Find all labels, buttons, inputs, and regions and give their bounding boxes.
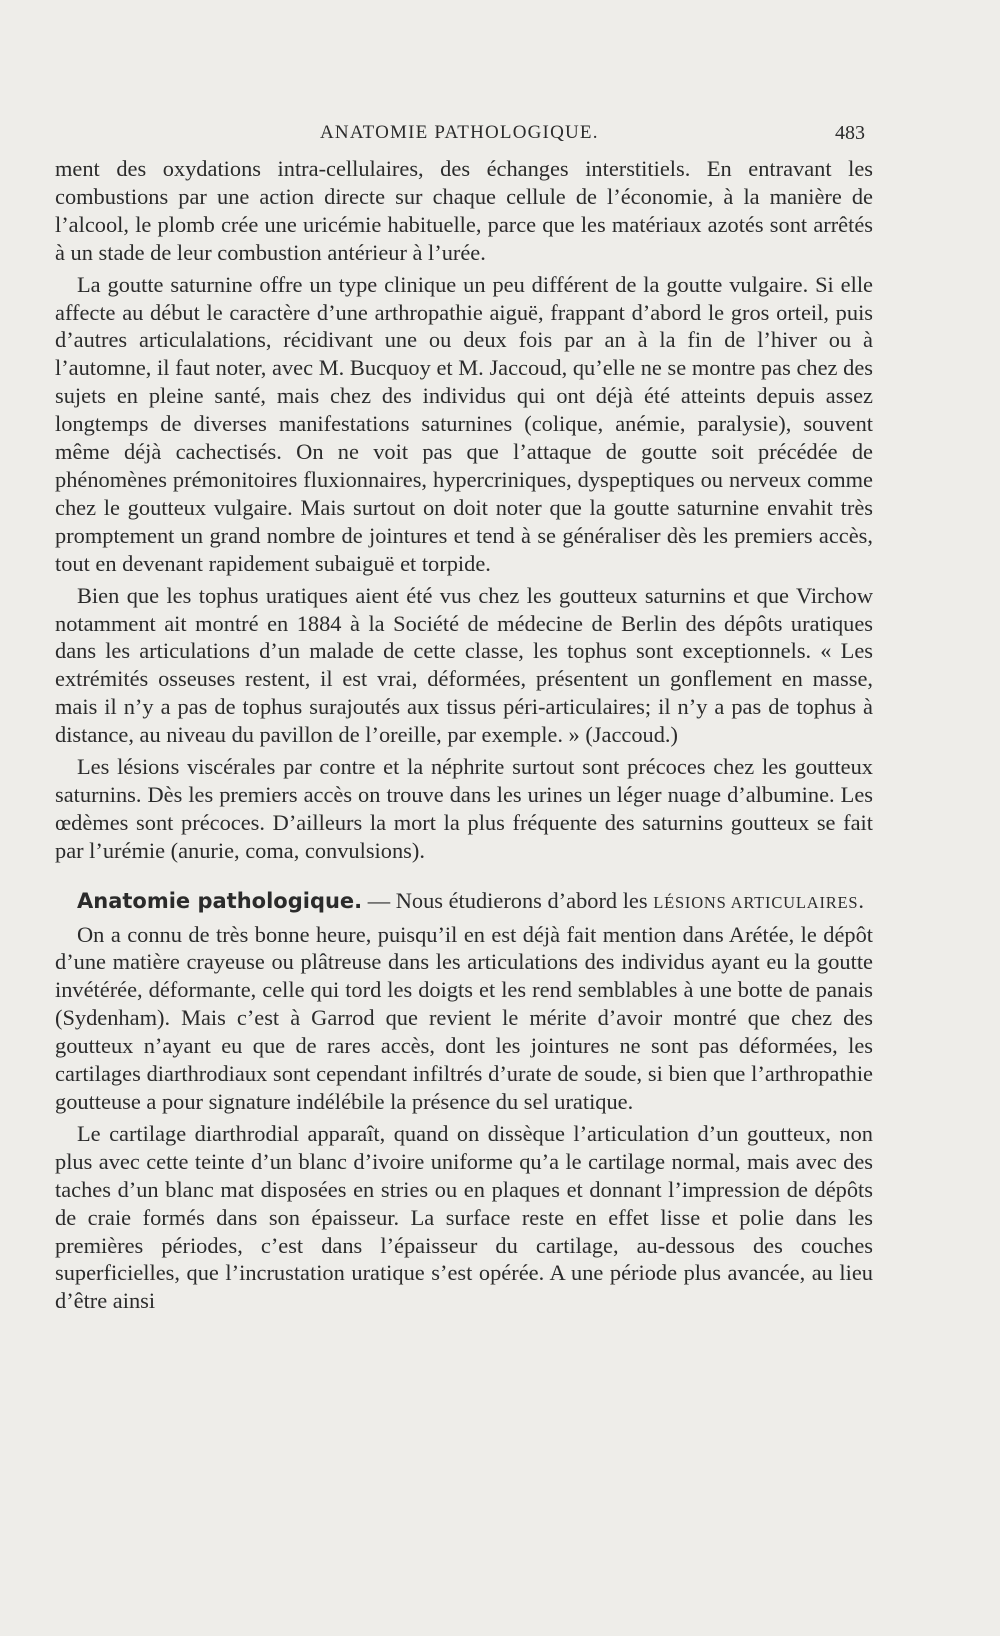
section-intro: — Nous étudierons d’abord les [362, 887, 654, 913]
paragraph-aretee: On a connu de très bonne heure, puisqu’il en est déjà fait mention dans Arétée, le dépôt d’une matière crayeuse ou plâtreuse dans les articulations des individus ayant eu la goutte invétérée, déformante, celle qui tord les doigts et les rend semblables à une botte de panais (Sydenham). Mais c’est à Garrod que revient le mérite d’avoir montré que chez des goutteux n’ayant eu que de rares accès, dont les jointures ne sont pas déformées, les cartilages diarthrodiaux sont cependant infiltrés d’urate de soude, si bien que l’arthropathie goutteuse a pour signature indélébile la présence du sel uratique. [55, 921, 873, 1114]
section-smallcaps: LÉSIONS ARTICULAIRES [653, 892, 859, 912]
section-title: Anatomie pathologique. [77, 888, 363, 913]
paragraph-cartilage: Le cartilage diarthrodial apparaît, quand on dissèque l’articulation d’un goutteux, non plus avec cette teinte d’un blanc d’ivoire uniforme qu’a le cartilage normal, mais avec des taches d’un blanc mat disposées en stries ou en plaques et donnant l’impression de dépôts de craie formés dans son épaisseur. La surface reste en effet lisse et polie dans les premières périodes, c’est dans l’épaisseur du cartilage, au-dessous des couches superficielles, que l’incrustation uratique s’est opérée. A une période plus avancée, au lieu d’être ainsi [55, 1120, 873, 1314]
paragraph-continuation: ment des oxydations intra-cellulaires, des échanges interstitiels. En entravant les combustions par une action directe sur chaque cellule de l’économie, à la manière de l’alcool, le plomb crée une uricémie habituelle, parce que les matériaux azotés sont arrêtés à un stade de leur combustion antérieur à l’urée. [55, 156, 873, 265]
running-title: ANATOMIE PATHOLOGIQUE. [320, 122, 599, 143]
page-body [55, 155, 873, 1315]
paragraph-tophus: Bien que les tophus uratiques aient été vus chez les goutteux saturnins et que Virchow notamment ait montré en 1884 à la Société de médecine de Berlin des dépôts uratiques dans les articulations d’un malade de cette classe, les tophus sont exceptionnels. « Les extrémités osseuses restent, il est vrai, déformées, présentent un gonflement en masse, mais il n’y a pas de tophus surajoutés aux tissus péri-articulaires; il n’y a pas de tophus à distance, au niveau du pavillon de l’oreille, par exemple. » (Jaccoud.) [55, 582, 873, 748]
paragraph-goutte-saturnine: La goutte saturnine offre un type clinique un peu différent de la goutte vulgaire. Si elle affecte au début le caractère d’une arthropathie aiguë, frappant d’abord le gros orteil, puis d’autres articulalations, récidivant une ou deux fois par an à la fin de l’hiver ou à l’automne, il faut noter, avec M. Bucquoy et M. Jaccoud, qu’elle ne se montre pas chez des sujets en pleine santé, mais chez des individus qui ont déjà été atteints depuis assez longtemps de diverses manifestations saturnines (colique, anémie, paralysie), souvent même déjà cachectisés. On ne voit pas que l’attaque de goutte soit précédée de phénomènes prémonitoires fluxionnaires, hypercriniques, dyspeptiques ou nerveux comme chez le goutteux vulgaire. Mais surtout on doit noter que la goutte saturnine envahit très promptement un grand nombre de jointures et tend à se généraliser dès les premiers accès, tout en devenant rapidement subaiguë et torpide. [55, 271, 873, 576]
section-end: . [858, 887, 865, 913]
page-header [0, 122, 1000, 152]
paragraph-lesions-viscerales: Les lésions viscérales par contre et la néphrite surtout sont précoces chez les goutteux saturnins. Dès les premiers accès on trouve dans les urines un léger nuage d’albumine. Les œdèmes sont précoces. D’ailleurs la mort la plus fréquente des saturnins goutteux se fait par l’urémie (anurie, coma, convulsions). [55, 754, 873, 863]
section-heading-paragraph [55, 887, 873, 917]
page-number: 483 [835, 122, 865, 144]
